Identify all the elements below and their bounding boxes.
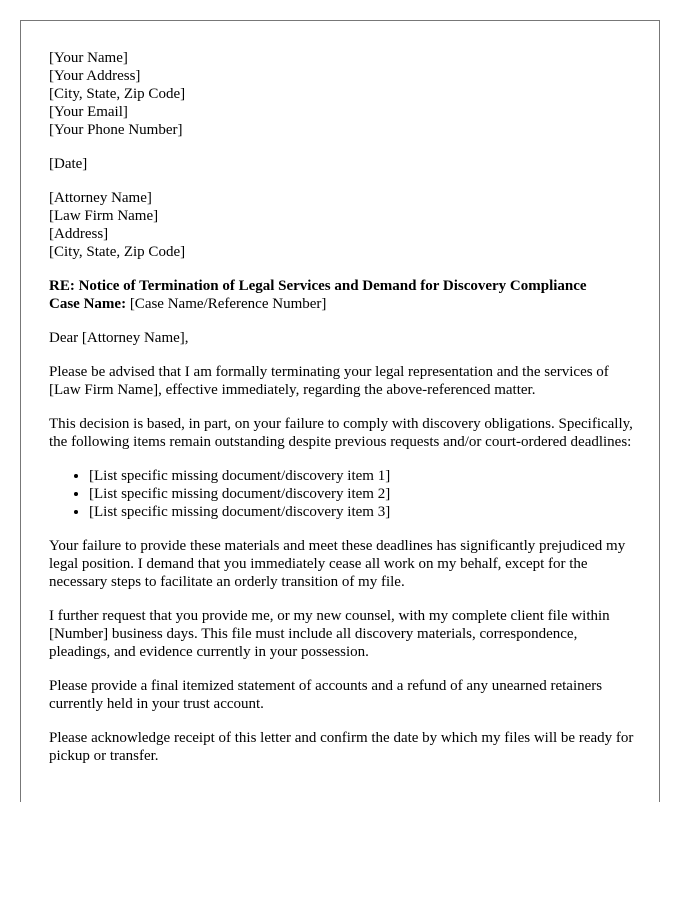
paragraph-discovery-failure: This decision is based, in part, on your failure to comply with discovery obligations. Specifically, the following items remain outstanding despite previous requests and/or court-ordered deadlines:: [49, 416, 633, 450]
sender-email: [Your Email]: [49, 104, 128, 120]
recipient-law-firm: [Law Firm Name]: [49, 208, 159, 224]
paragraph-file-request: I further request that you provide me, or my new counsel, with my complete client file within [Number] business days. This file must include all discovery materials, correspondence, pleadings, and evidence currently in your possession.: [49, 608, 610, 660]
paragraph-acknowledge: Please acknowledge receipt of this letter and confirm the date by which my files will be ready for pickup or transfer.: [49, 730, 634, 764]
list-item: • [List specific missing document/discovery item 2]: [89, 485, 635, 503]
letter-content: [49, 49, 635, 781]
sender-city-state-zip: [City, State, Zip Code]: [49, 86, 186, 102]
list-item: • [List specific missing document/discovery item 1]: [89, 467, 635, 485]
case-name-label: Case Name:: [49, 296, 127, 312]
recipient-attorney-name: [Attorney Name]: [49, 190, 152, 206]
letter-date: [Date]: [49, 156, 88, 172]
paragraph-termination: Please be advised that I am formally terminating your legal representation and the services of [Law Firm Name], effective immediately, regarding the above-referenced matter.: [49, 364, 609, 398]
missing-items-list: [49, 467, 635, 521]
letter-page: [20, 20, 660, 802]
recipient-block: [49, 189, 635, 261]
salutation: Dear [Attorney Name],: [49, 330, 189, 346]
sender-address: [Your Address]: [49, 68, 141, 84]
list-item: • [List specific missing document/discovery item 3]: [89, 503, 635, 521]
sender-name: [Your Name]: [49, 50, 128, 66]
paragraph-statement-refund: Please provide a final itemized statement of accounts and a refund of any unearned retainers currently held in your trust account.: [49, 678, 603, 712]
paragraph-prejudice: Your failure to provide these materials and meet these deadlines has significantly prejudiced my legal position. I demand that you immediately cease all work on my behalf, except for the necessary steps to facilitate an orderly transition of my file.: [49, 538, 626, 590]
sender-block: [49, 49, 635, 139]
re-line: RE: Notice of Termination of Legal Services and Demand for Discovery Compliance: [49, 278, 587, 294]
sender-phone: [Your Phone Number]: [49, 122, 183, 138]
case-name-line: [49, 295, 635, 313]
recipient-city-state-zip: [City, State, Zip Code]: [49, 244, 186, 260]
subject-block: [49, 277, 635, 313]
date-block: [49, 155, 635, 173]
case-name-value: [Case Name/Reference Number]: [126, 296, 327, 312]
recipient-address: [Address]: [49, 226, 109, 242]
